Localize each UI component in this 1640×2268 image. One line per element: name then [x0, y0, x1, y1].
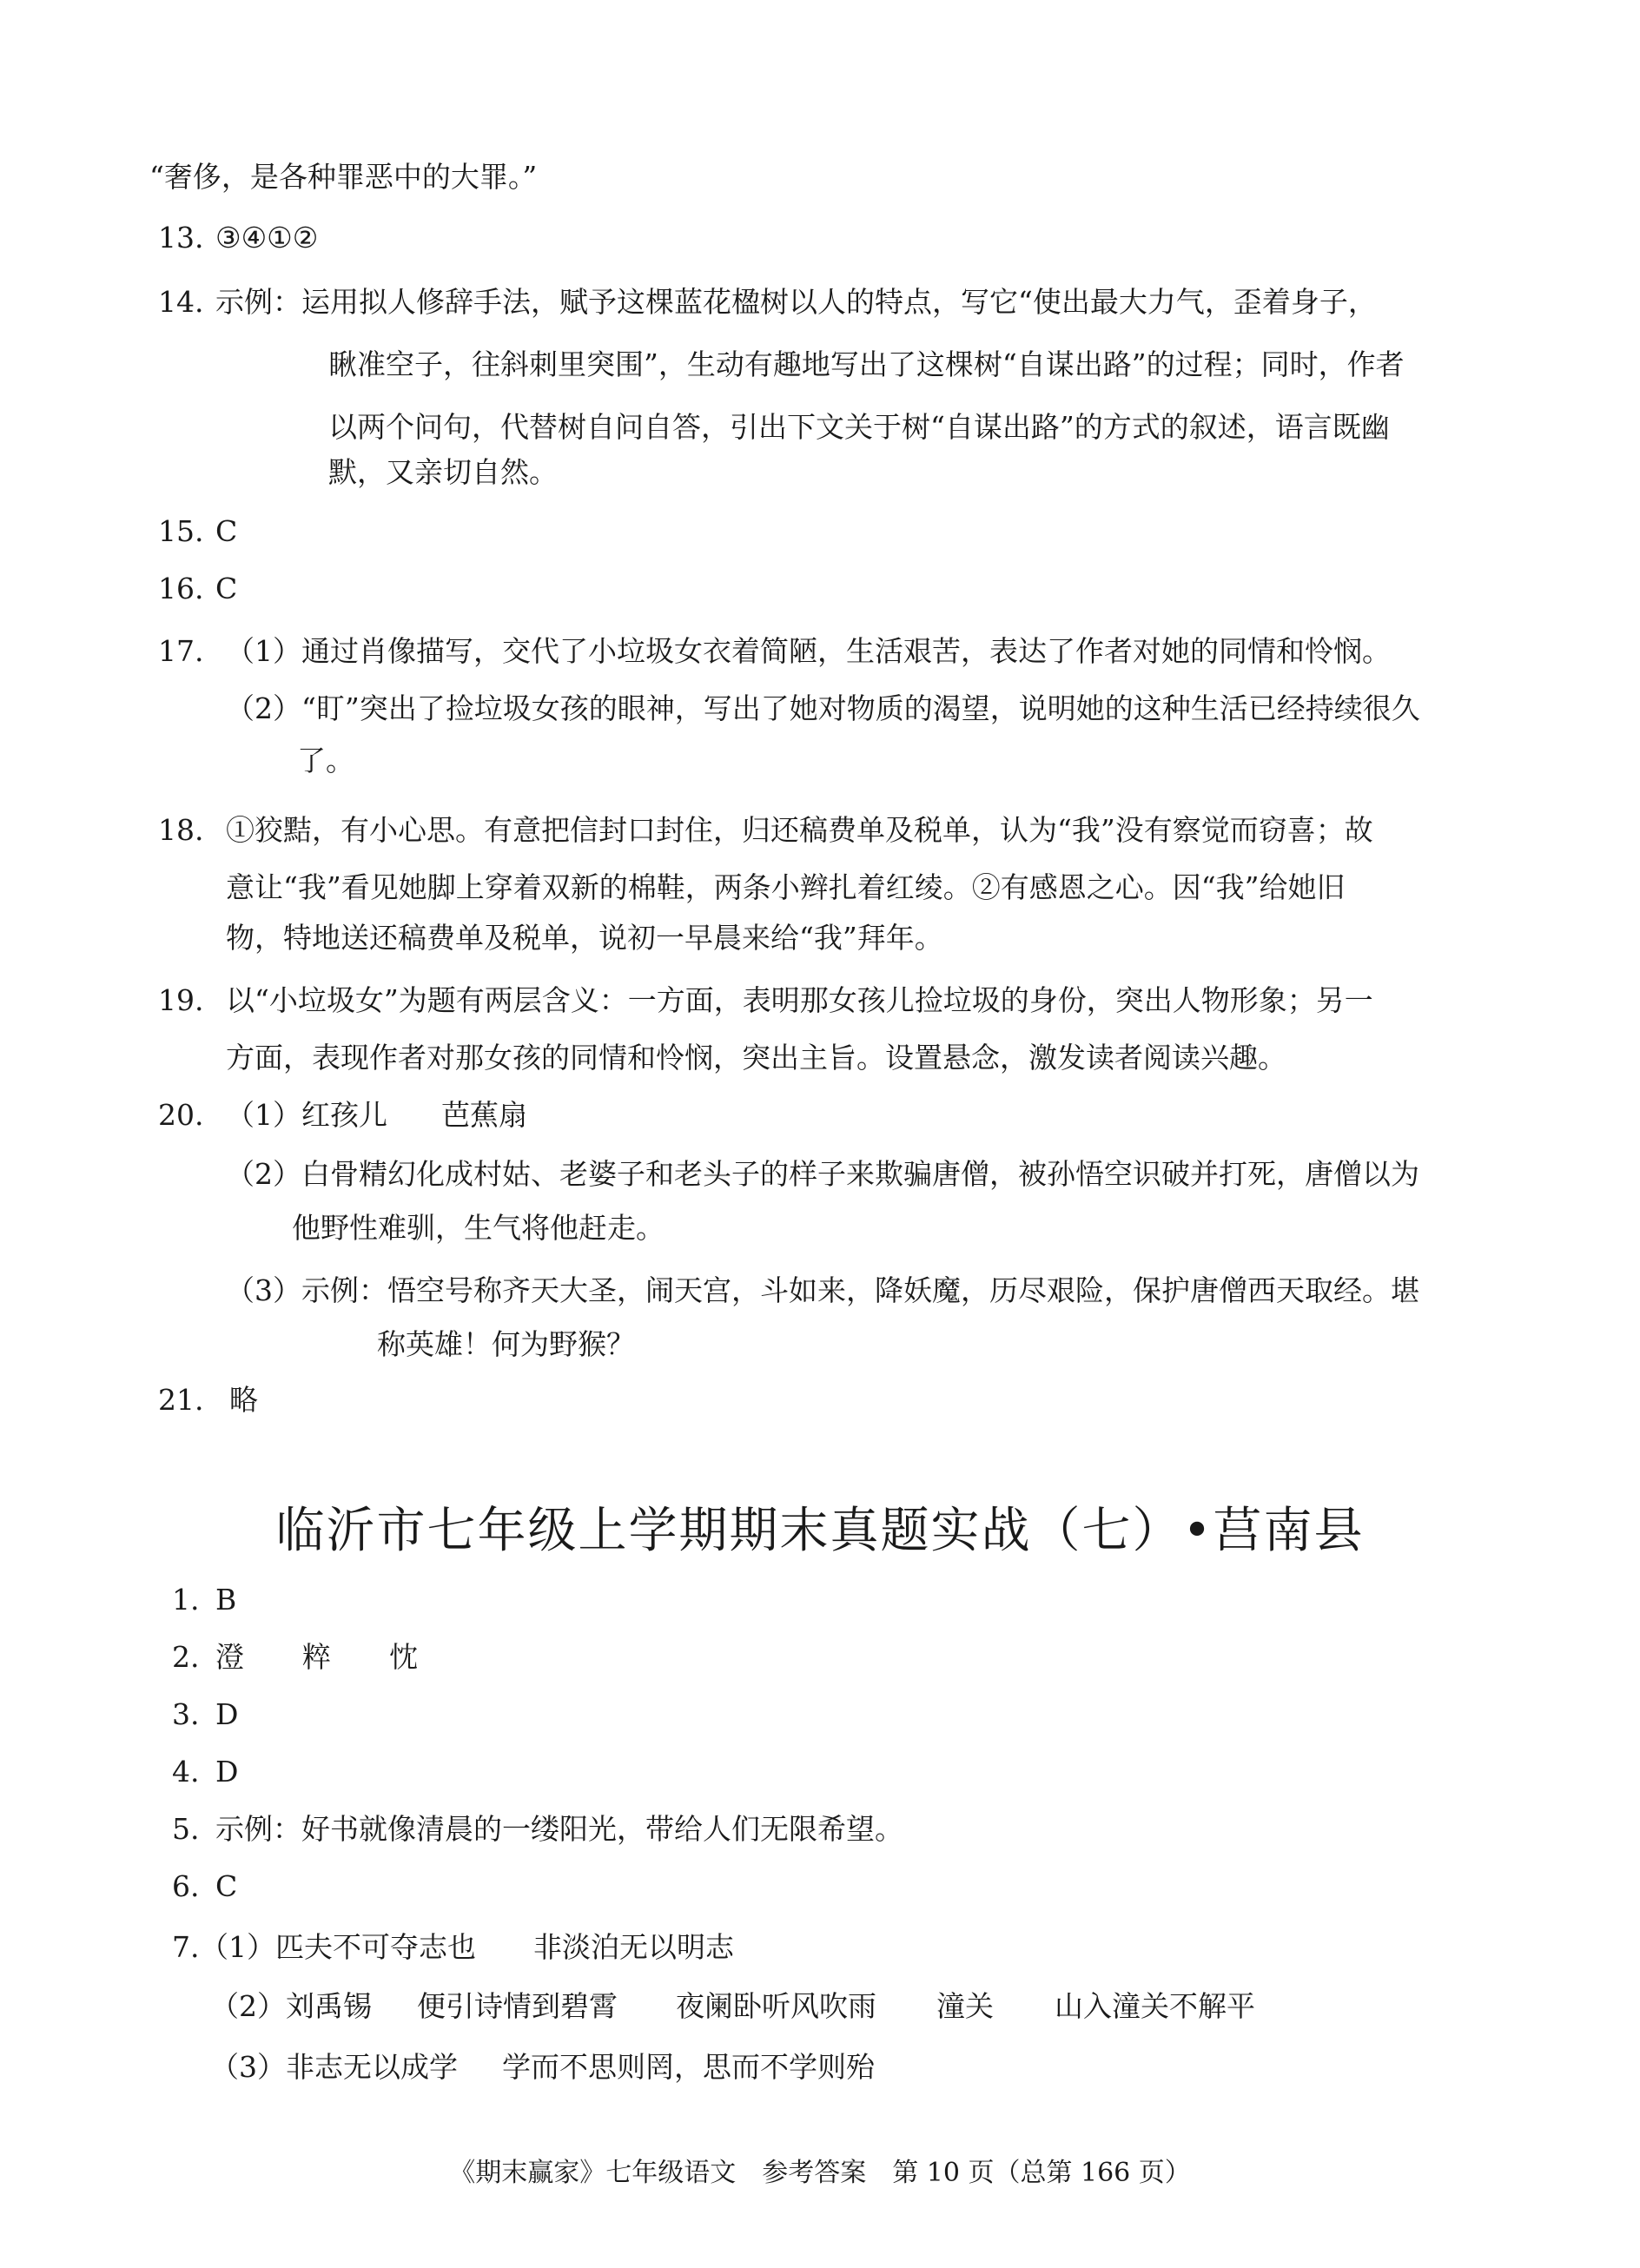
item-number: 1.	[172, 1583, 200, 1617]
answer-line: B	[215, 1583, 237, 1617]
answer-line: 示例：运用拟人修辞手法，赋予这棵蓝花楹树以人的特点，写它“使出最大力气，歪着身子，	[215, 285, 1377, 319]
answer-line: （3）示例：悟空号称齐天大圣，闹天宫，斗如来，降妖魔，历尽艰险，保护唐僧西天取经。堪	[226, 1273, 1419, 1307]
item-number: 5.	[172, 1812, 200, 1846]
page-footer: 《期末赢家》七年级语文 参考答案 第 10 页（总第 166 页）	[449, 2158, 1191, 2188]
item-number: 20.	[158, 1098, 204, 1132]
answer-line: （2）白骨精幻化成村姑、老婆子和老头子的样子来欺骗唐僧，被孙悟空识破并打死，唐僧以为	[226, 1157, 1419, 1191]
item-number: 4.	[172, 1755, 200, 1789]
answer-line: 山入潼关不解平	[1055, 1989, 1255, 2023]
answer-line: 默，又亲切自然。	[328, 455, 558, 489]
item-number: 14.	[158, 285, 204, 319]
answer-line: 以两个问句，代替树自问自答，引出下文关于树“自谋出路”的方式的叙述，语言既幽	[328, 410, 1390, 444]
quote-line: “奢侈，是各种罪恶中的大罪。”	[149, 160, 538, 194]
answer-line: 芭蕉扇	[441, 1098, 527, 1132]
item-number: 18.	[158, 813, 204, 847]
answer-line: 忱	[389, 1640, 418, 1674]
answer-line: （2）刘禹锡	[210, 1989, 372, 2023]
answer-line: C	[215, 1869, 238, 1903]
item-number: 6.	[172, 1869, 200, 1903]
answer-line: 潼关	[936, 1989, 994, 2023]
answer-line: 学而不思则罔，思而不学则殆	[502, 2050, 875, 2084]
answer-line: （1）匹夫不可夺志也	[200, 1930, 476, 1964]
item-number: 2.	[172, 1640, 200, 1674]
answer-line: 方面，表现作者对那女孩的同情和怜悯，突出主旨。设置悬念，激发读者阅读兴趣。	[226, 1041, 1286, 1074]
item-number: 7.	[172, 1930, 200, 1964]
answer-line: （1）通过肖像描写，交代了小垃圾女衣着简陋，生活艰苦，表达了作者对她的同情和怜悯。	[226, 634, 1391, 668]
item-number: 13.	[158, 221, 204, 255]
answer-line: 非淡泊无以明志	[533, 1930, 734, 1964]
answer-line: 略	[229, 1383, 258, 1417]
answer-line: C	[215, 572, 238, 605]
answer-line: （3）非志无以成学	[210, 2050, 458, 2084]
answer-line: 夜阑卧听风吹雨	[676, 1989, 876, 2023]
answer-line: 他野性难驯，生气将他赶走。	[292, 1211, 665, 1245]
answer-line: 粹	[302, 1640, 331, 1674]
answer-line: 了。	[297, 744, 354, 777]
answer-line: 称英雄！何为野猴？	[377, 1327, 635, 1361]
answer-line: ①狡黠，有小心思。有意把信封口封住，归还稿费单及税单，认为“我”没有察觉而窃喜；故	[226, 813, 1373, 847]
answer-line: D	[215, 1755, 239, 1789]
item-number: 3.	[172, 1697, 200, 1731]
answer-line: 便引诗情到碧霄	[417, 1989, 618, 2023]
item-number: 19.	[158, 983, 204, 1017]
item-number: 15.	[158, 514, 204, 548]
item-number: 16.	[158, 572, 204, 605]
answer-line: （2）“盯”突出了捡垃圾女孩的眼神，写出了她对物质的渴望，说明她的这种生活已经持续很久	[226, 691, 1420, 725]
answer-line: 澄	[215, 1640, 244, 1674]
item-number: 21.	[158, 1383, 204, 1417]
item-number: 17.	[158, 634, 204, 668]
answer-line: 以“小垃圾女”为题有两层含义：一方面，表明那女孩儿捡垃圾的身份，突出人物形象；另一	[226, 983, 1373, 1017]
answer-line: 物，特地送还稿费单及税单，说初一早晨来给“我”拜年。	[226, 921, 943, 955]
answer-line: （1）红孩儿	[226, 1098, 387, 1132]
answer-line: 示例：好书就像清晨的一缕阳光，带给人们无限希望。	[215, 1812, 903, 1846]
answer-line: ③④①②	[215, 221, 319, 255]
answer-line: D	[215, 1697, 239, 1731]
answer-line: 意让“我”看见她脚上穿着双新的棉鞋，两条小辫扎着红绫。②有感恩之心。因“我”给她旧	[226, 870, 1346, 904]
answer-line: 瞅准空子，往斜刺里突围”，生动有趣地写出了这棵树“自谋出路”的过程；同时，作者	[328, 347, 1405, 381]
answer-line: C	[215, 514, 238, 548]
section-title: 临沂市七年级上学期期末真题实战（七）•莒南县	[275, 1503, 1365, 1559]
